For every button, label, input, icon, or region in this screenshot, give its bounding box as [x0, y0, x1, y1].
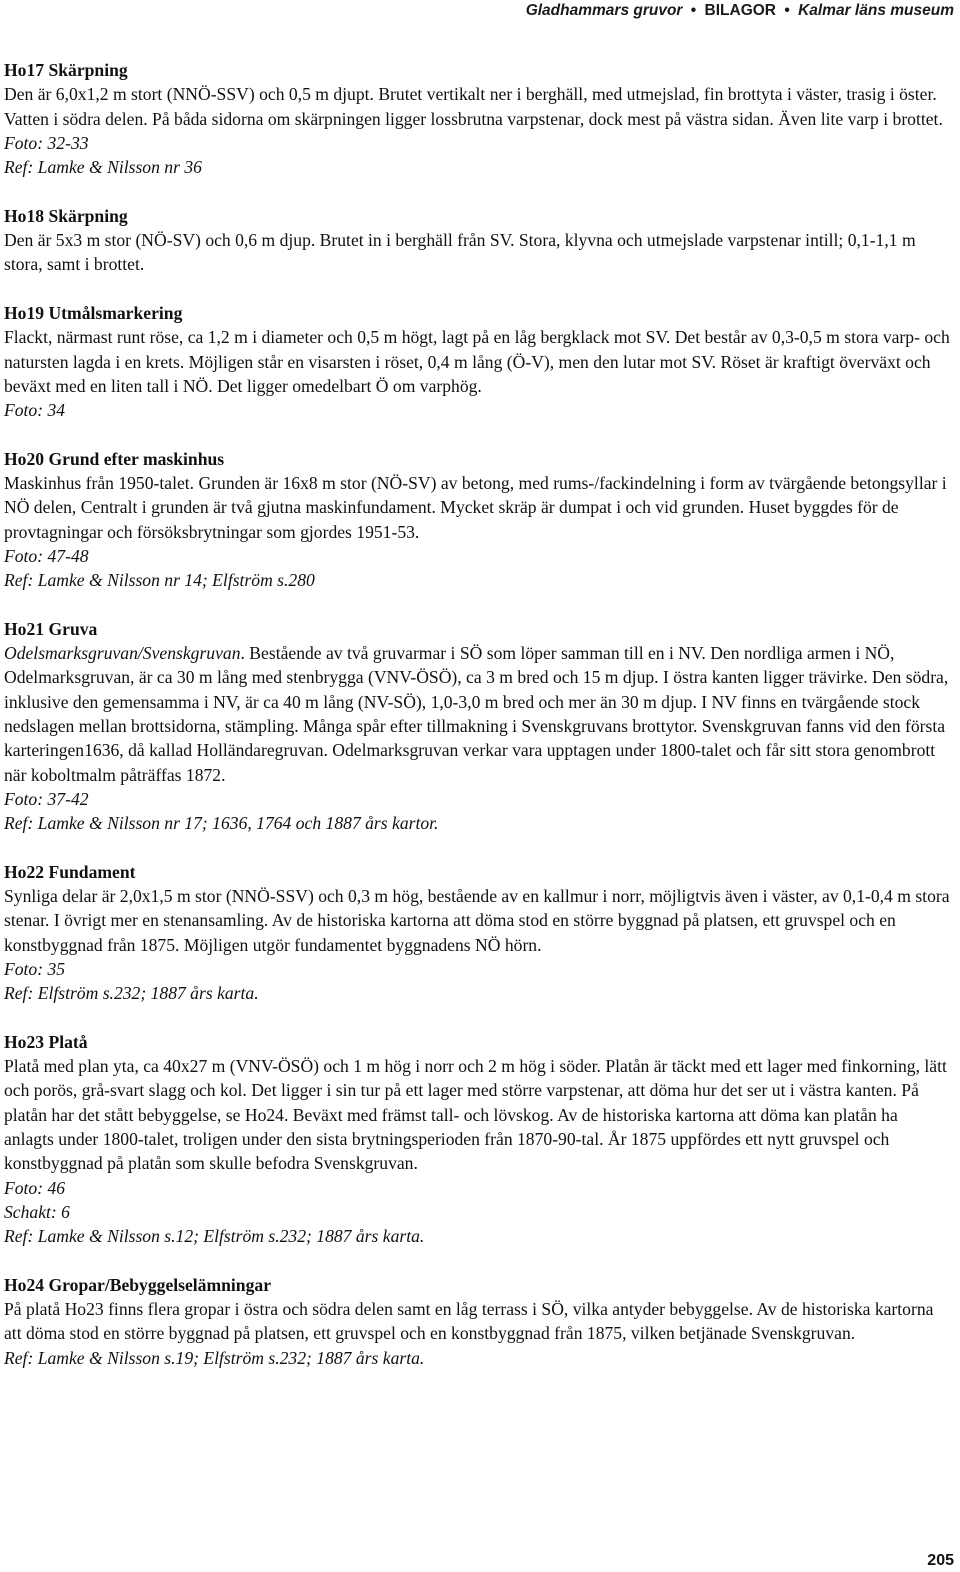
- entry-ho22: [4, 860, 950, 1006]
- entry-heading: Ho22 Fundament: [4, 861, 136, 882]
- header-separator-2: •: [784, 2, 790, 19]
- entry-reference: Ref: Lamke & Nilsson nr 17; 1636, 1764 och 1887 års kartor.: [4, 813, 439, 834]
- entry-heading: Ho20 Grund efter maskinhus: [4, 448, 225, 469]
- entry-heading: Ho23 Platå: [4, 1031, 88, 1052]
- entry-photo-ref: Foto: 32-33: [4, 132, 89, 153]
- page-number: 205: [927, 1552, 954, 1569]
- entry-text: Flackt, närmast runt röse, ca 1,2 m i diameter och 0,5 m högt, lagt på en låg bergklack mot SV. Det består av 0,3-0,5 m stora varp- och natursten lagda i en krets. Möjligen står en visarsten i röset, 0,4 m lång (Ö-V), men den lutar mot SV. Röset är kraftigt överväxt och beväxt med en liten tall i NÖ. Det ligger omedelbart Ö om varphög.: [4, 327, 950, 396]
- entry-text-block: [4, 641, 950, 787]
- header-section-title: BILAGOR: [704, 2, 776, 19]
- entry-ho17: [4, 58, 950, 179]
- entry-heading: Ho17 Skärpning: [4, 60, 128, 80]
- entry-text: Synliga delar är 2,0x1,5 m stor (NNÖ-SSV) och 0,3 m hög, bestående av en kallmur i norr, möjligtvis även i väster, av 0,1-0,4 m stora stenar. I övrigt mer en stenansamling. Av de historiska kartorna att döma stod en större byggnad på platsen, ett gruvspel och en konstbyggnad från 1875. Möjligen utgör fundamentet byggnadens NÖ hörn.: [4, 886, 950, 955]
- entry-text: . Bestående av två gruvarmar i SÖ som löper samman till en i NV. Den nordliga armen i NÖ, Odelmarksgruvan, är ca 30 m lång med stenbrygga (VNV-ÖSÖ), ca 3 m bred och 15 m djup. I östra kanten ligger trävirke. Den södra, inklusive den gemensamma i NV, är ca 40 m lång (NV-SÖ), 1,0-3,0 m bred och mer än 30 m djup. I NV finns en tvärgående stock nedslagen mellan brottsidorna, stämpling. Många spår efter tillmakning i Svenskgruvans brottytor. Svenskgruvan fanns vid den första karteringen1636, då kallad Holländaregruvan. Odelmarksgruvan verkar vara upptagen under 1800-talet och får sitt stora genombrott när koboltmalm påträffas 1872.: [4, 643, 949, 785]
- entry-photo-ref: Foto: 35: [4, 958, 66, 979]
- entry-ho18: [4, 204, 950, 277]
- entry-reference: Ref: Lamke & Nilsson nr 14; Elfström s.280: [4, 570, 315, 591]
- entry-photo-ref: Foto: 34: [4, 400, 66, 421]
- entry-text: På platå Ho23 finns flera gropar i östra och södra delen samt en låg terrass i SÖ, vilka antyder bebyggelse. Av de historiska kartorna att döma stod en större byggnad på platsen, ett gruvspel och en konstbyggnad från 1875, vilken betjänade Svenskgruvan.: [4, 1299, 934, 1344]
- entry-text: Platå med plan yta, ca 40x27 m (VNV-ÖSÖ) och 1 m hög i norr och 2 m hög i söder. Platån är täckt med ett lager med finkorning, lätt och porös, grå-svart slagg och kol. Det ligger i sin tur på ett lager med större varpstenar, att döma hur det ser ut i västra kanten. På platån har det stått bebyggelse, se Ho24. Beväxt med främst tall- och lövskog. Av de historiska kartorna att döma kan platån ha anlagts under 1800-talet, troligen under den sista brytningsperioden från 1870-90-tal. År 1875 uppfördes ett nytt gruvspel och konstbyggnad på platån som skulle befodra Svenskgruvan.: [4, 1056, 947, 1174]
- entry-photo-ref: Foto: 46: [4, 1177, 66, 1198]
- entry-heading: Ho18 Skärpning: [4, 205, 128, 226]
- entry-photo-ref: Foto: 37-42: [4, 788, 89, 809]
- document-body: [4, 58, 950, 1394]
- entry-reference: Ref: Lamke & Nilsson nr 36: [4, 157, 202, 178]
- site-name: Odelsmarksgruvan/Svenskgruvan: [4, 643, 241, 664]
- entry-reference: Ref: Elfström s.232; 1887 års karta.: [4, 983, 259, 1004]
- entry-ho23: [4, 1030, 950, 1249]
- entry-ho21: [4, 617, 950, 836]
- header-site-title: Gladhammars gruvor: [525, 2, 683, 19]
- header-museum-name: Kalmar läns museum: [798, 2, 954, 19]
- header-separator-1: •: [690, 2, 697, 19]
- entry-text: Den är 5x3 m stor (NÖ-SV) och 0,6 m djup. Brutet in i berghäll från SV. Stora, klyvna och utmejslade varpstenar intill; 0,1-1,1 m stora, samt i brottet.: [4, 230, 916, 275]
- entry-ho19: [4, 301, 950, 422]
- entry-text: Den är 6,0x1,2 m stort (NNÖ-SSV) och 0,5 m djupt. Brutet vertikalt ner i berghäll, med utmejslad, fin brottyta i väster, trasig i öster. Vatten i södra delen. På båda sidorna om skärpningen ligger lossbrutna varpstenar, dock mest på västra sidan. Även lite varp i brottet.: [4, 84, 943, 129]
- entry-ho24: [4, 1273, 950, 1370]
- entry-ho20: [4, 447, 950, 593]
- running-header: [526, 2, 954, 20]
- entry-photo-ref: Foto: 47-48: [4, 545, 89, 566]
- entry-heading: Ho19 Utmålsmarkering: [4, 302, 183, 323]
- entry-reference: Ref: Lamke & Nilsson s.12; Elfström s.232; 1887 års karta.: [4, 1226, 425, 1247]
- entry-heading: Ho21 Gruva: [4, 618, 98, 639]
- entry-heading: Ho24 Gropar/Bebyggelselämningar: [4, 1274, 271, 1295]
- entry-reference: Ref: Lamke & Nilsson s.19; Elfström s.232; 1887 års karta.: [4, 1347, 425, 1368]
- entry-text: Maskinhus från 1950-talet. Grunden är 16x8 m stor (NÖ-SV) av betong, med rums-/fackindelning i form av tvärgående betongsyllar i NÖ delen, Centralt i grunden är två gjutna maskinfundament. Mycket skräp är dumpat i och vid grunden. Huset byggdes för de provtagningar och försöksbrytningar som gjordes 1951-53.: [4, 473, 947, 542]
- entry-trench-ref: Schakt: 6: [4, 1201, 70, 1222]
